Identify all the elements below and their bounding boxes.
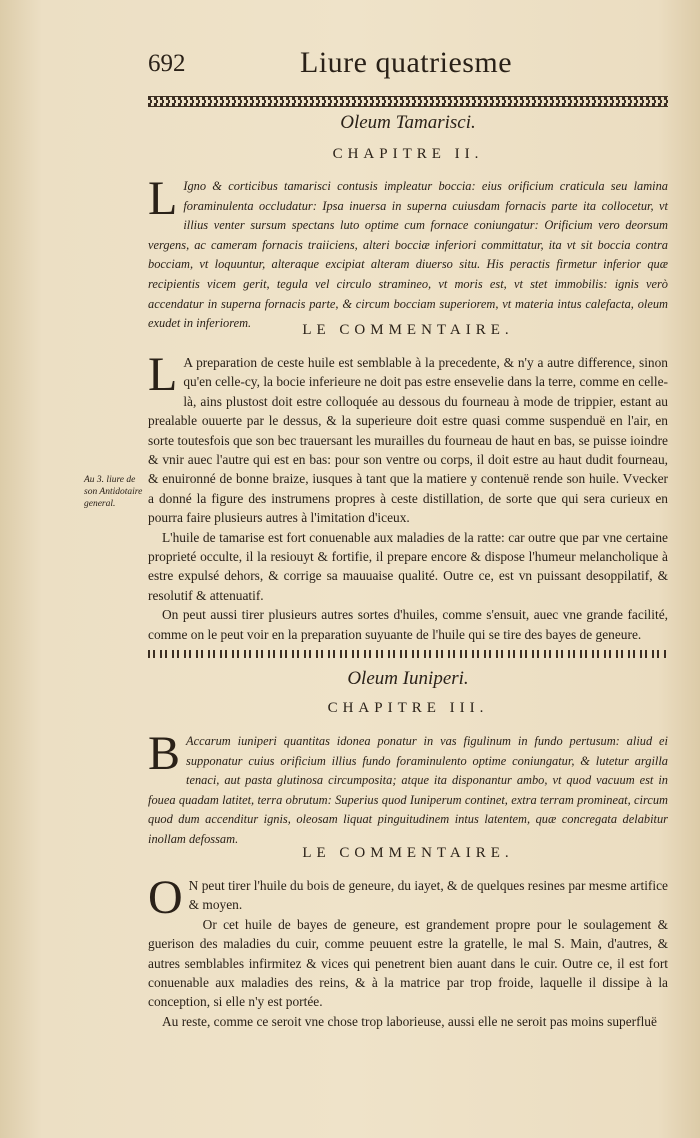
running-title: Liure quatriesme [300, 46, 513, 79]
commentary-body-1 [148, 348, 668, 644]
drop-cap-initial: L [148, 348, 178, 401]
ornamental-rule-middle [148, 650, 668, 658]
commentary-body-2 [148, 871, 668, 1031]
commentary-heading-2: LE COMMENTAIRE. [302, 845, 514, 861]
commentary-paragraph: Or cet huile de bayes de geneure, est grandement propre pour le soulagement & guerison des maladies du cuir, comme peuuent estre la gratelle, le mal S. Main, d'autres, & autres semblables infirmitez & vices qui penetrent bien auant dans le cuir. Outre ce, il est fort conuenable aux maladies des reins, & à la matrice par trop froide, laquelle il dissipe à la conception, si elle n'y est portée. [148, 916, 668, 1010]
commentary-text: N peut tirer l'huile du bois de geneure, du iayet, & de quelques resines par mesme artifice & moyen. [188, 878, 668, 913]
drop-cap-initial: L [148, 172, 178, 225]
section-title-tamarisci: Oleum Tamarisci. [340, 112, 476, 133]
margin-note: Au 3. liure de son Antidotaire general. [84, 475, 143, 509]
latin-text: Accarum iuniperi quantitas idonea ponatur in vas figulinum in fundo pertusum: aliud ei supponatur cuius orificium illius fundo foraminulento optime coniungatur, & lutetur argilla tenaci, aut pasta glutinosa circumposita; atque ita disponantur ambo, vt quod vacuum est in fouea quadam latitet, terra obrutum: Superius quod Iuniperum continet, extra terram promineat, circum quod dum accenditur ignis, oleosam liquat pinguitudinem intus latentem, quæ concregata delabitur inollam defossam. [148, 734, 668, 846]
commentary-heading-1: LE COMMENTAIRE. [302, 322, 514, 338]
commentary-paragraph: Au reste, comme ce seroit vne chose trop laborieuse, aussi elle ne seroit pas moins superfluë [162, 1013, 657, 1029]
commentary-text: A preparation de ceste huile est semblable à la precedente, & n'y a autre difference, sinon qu'en celle-cy, la bocie inferieure ne doit pas estre ensevelie dans la terre, comme en celle-là, ains plustost doit estre colloquée au dessous du fourneau à mode de trippier, estant au prealable ouuerte par le dessus, & la superieure doit estre quasi comme suspenduë en l'air, en sorte toutesfois que son bec trauersant les murailles du fourneau de haut en bas, se puisse ioindre & vnir auec l'autre qui est en bas: pour son ventre ou corps, il doit estre au haut dudit fourneau, & enuironné de bonne braize, iusques à tant que la matiere y contenuë rende son huile. Vvecker a donné la figure des instrumens propres à ceste distillation, de sorte que qui sera curieux en pourra faire plusieurs autres à l'imitation d'iceux. [148, 355, 668, 526]
page-header [148, 46, 668, 86]
commentary-paragraph: On peut aussi tirer plusieurs autres sortes d'huiles, comme s'ensuit, auec vne grande facilité, comme on le peut voir en la preparation suyuante de l'huile qui se tire des bayes de geneure. [148, 607, 668, 642]
ornamental-rule-top [148, 96, 668, 107]
latin-text: Igno & corticibus tamarisci contusis impleatur boccia: eius orificium craticula seu lamina foraminulenta occludatur: Ipsa inuersa in superna cuiusdam fornacis parte ita collocetur, vt illius venter sursum spectans luto optime cum fornace coniungatur: Orificium vero deorsum vergens, ac cameram fornacis traiiciens, alteri bocciæ inferiori committatur, ita vt sit boccia contra bocciam, vt loquuntur, alteraque excipiat alteram diuerso situ. His peractis firmetur inferior quæ recipientis vicem gerit, tegula vel circulo stramineo, vt moris est, vt stet immobilis: ignis verò accendatur in superna fornacis parte, & circum bocciam superiorem, vt materia intus calefacta, oleum exudet in inferiorem. [148, 179, 668, 331]
chapter-heading-3: CHAPITRE III. [327, 700, 489, 716]
commentary-paragraph [148, 348, 668, 528]
section-title-iuniperi: Oleum Iuniperi. [347, 668, 469, 689]
latin-recipe-iuniperi [148, 727, 668, 850]
commentary-paragraph: L'huile de tamarise est fort conuenable aux maladies de la ratte: car outre que par vne certaine proprieté occulte, il la resiouyt & fortifie, il prepare encore & dispose l'humeur melancholique à estre expulsé dehors, & corrige sa mauuaise qualité. Outre ce, est vn puissant desoppilatif, & resolutif & attenuatif. [148, 529, 668, 603]
commentary-paragraph [148, 871, 668, 924]
page-number: 692 [148, 50, 186, 77]
latin-recipe-tamarisci [148, 172, 668, 334]
drop-cap-initial: B [148, 727, 181, 780]
drop-cap-initial: O [148, 871, 183, 924]
chapter-heading-2: CHAPITRE II. [332, 146, 484, 162]
